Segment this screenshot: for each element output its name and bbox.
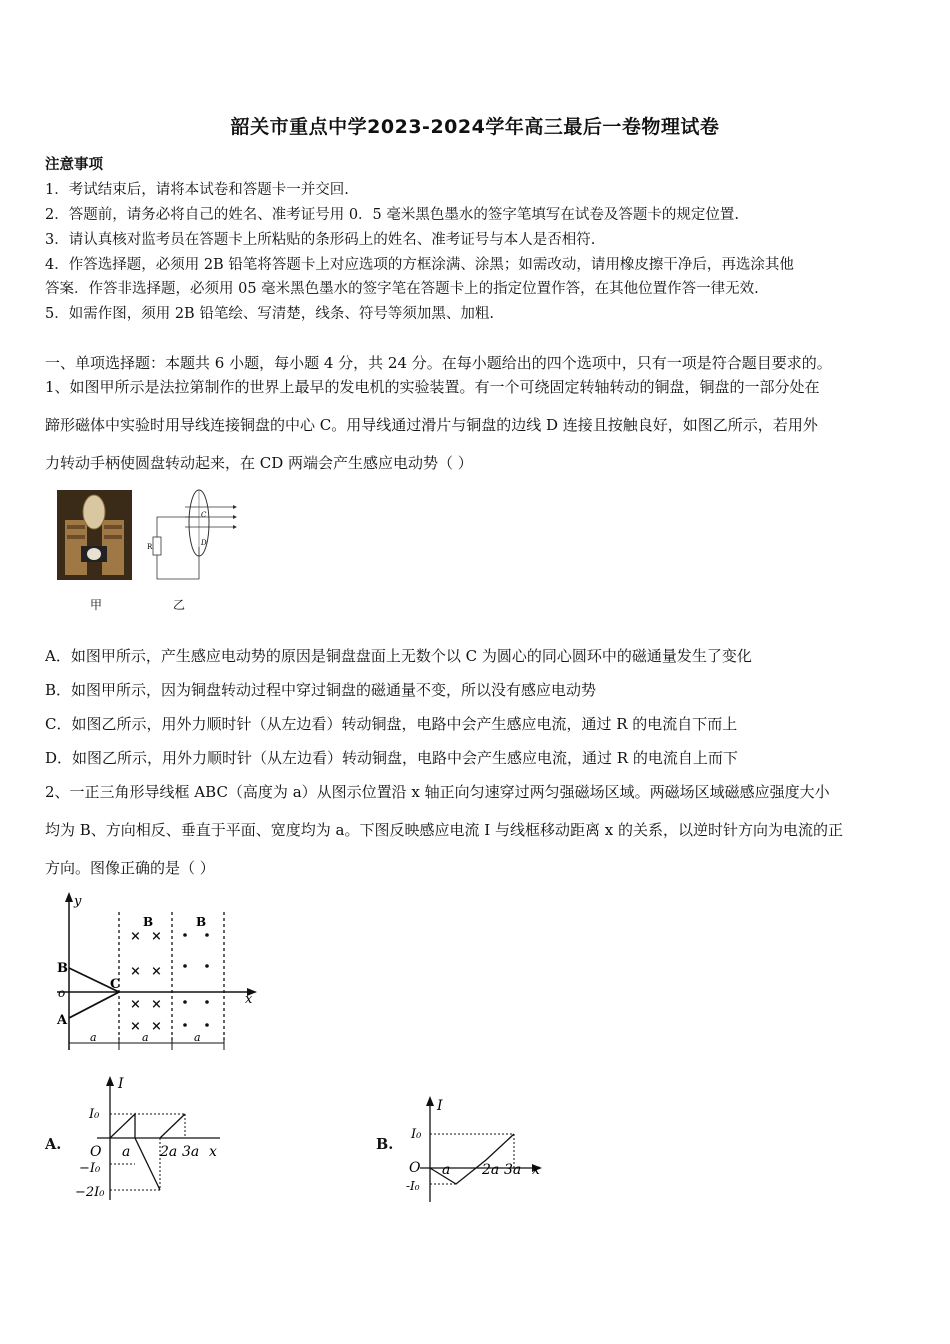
notice-item: 3．请认真核对监考员在答题卡上所粘贴的条形码上的姓名、准考证号与本人是否相符. xyxy=(45,232,596,248)
graph-a-tick-a: a xyxy=(122,1144,131,1160)
notice-heading: 注意事项 xyxy=(45,156,103,173)
option-b: B．如图甲所示，因为铜盘转动过程中穿过铜盘的磁通量不变，所以没有感应电动势 xyxy=(45,681,597,699)
graph-a-curve xyxy=(110,1114,160,1190)
point-b-label: B xyxy=(57,961,68,976)
svg-text:×: × xyxy=(151,1019,162,1034)
svg-text:×: × xyxy=(130,964,141,979)
graph-b-i0: I₀ xyxy=(411,1127,422,1142)
question-1-text: 蹄形磁体中实验时用导线连接铜盘的中心 C。用导线通过滑片与铜盘的边线 D 连接且按触良好，如图乙所示，若用外 xyxy=(45,416,818,434)
graph-option-a-letter: A. xyxy=(45,1136,62,1153)
point-d-label: D xyxy=(201,539,207,547)
figure-label-yi: 乙 xyxy=(173,598,186,612)
graph-a-tick-2a: 2a xyxy=(160,1144,178,1160)
svg-text:×: × xyxy=(151,964,162,979)
magnetic-field-diagram xyxy=(52,890,267,1060)
notice-item: 答案．作答非选择题，必须用 05 毫米黑色墨水的签字笔在答题卡上的指定位置作答，在其他位置作答一律无效. xyxy=(45,281,759,297)
y-axis-label: y xyxy=(74,894,82,909)
question-1-text: 1、如图甲所示是法拉第制作的世界上最早的发电机的实验装置。有一个可绕固定转轴转动的铜盘，铜盘的一部分处在 xyxy=(45,378,820,396)
question-2-text: 方向。图像正确的是（ ） xyxy=(45,859,215,877)
field-out-of-page xyxy=(183,933,209,1027)
x-axis-label: x xyxy=(245,992,253,1007)
point-c-label: C xyxy=(110,977,121,992)
graph-b-tick-x: x xyxy=(532,1162,540,1178)
question-2-text: 2、一正三角形导线框 ABC（高度为 a）从图示位置沿 x 轴正向匀速穿过两匀强磁场区域。两磁场区域磁感应强度大小 xyxy=(45,783,830,801)
graph-b-tick-3a: 3a xyxy=(504,1162,522,1178)
width-label-3: a xyxy=(194,1031,201,1044)
field-b-label-2: B xyxy=(196,915,207,929)
graph-b-neg-i0: -I₀ xyxy=(406,1179,420,1193)
graph-b-tick-a: a xyxy=(442,1162,451,1178)
graph-a-i-label: I xyxy=(118,1076,124,1092)
origin-label: o xyxy=(58,986,66,1000)
faraday-generator-photo xyxy=(57,490,132,580)
option-a: A．如图甲所示，产生感应电动势的原因是铜盘盘面上无数个以 C 为圆心的同心圆环中的磁通量发生了变化 xyxy=(45,647,752,665)
width-label-2: a xyxy=(142,1031,149,1044)
graph-b-curve xyxy=(430,1134,514,1184)
graph-a-origin: O xyxy=(90,1144,102,1160)
graph-option-b xyxy=(400,1092,550,1204)
field-b-label-1: B xyxy=(143,915,154,929)
svg-text:×: × xyxy=(151,929,162,944)
svg-text:×: × xyxy=(151,997,162,1012)
graph-option-b-letter: B. xyxy=(376,1136,394,1153)
option-c: C．如图乙所示，用外力顺时针（从左边看）转动铜盘，电路中会产生感应电流，通过 R 的电流自下而上 xyxy=(45,715,738,733)
width-label-1: a xyxy=(90,1031,97,1044)
notice-item: 5．如需作图，须用 2B 铅笔绘、写清楚，线条、符号等须加黑、加粗. xyxy=(45,306,494,322)
graph-a-i0: I₀ xyxy=(89,1107,100,1122)
svg-text:×: × xyxy=(130,929,141,944)
field-into-page xyxy=(130,929,162,1034)
svg-text:×: × xyxy=(130,1019,141,1034)
circuit-diagram xyxy=(145,487,240,582)
question-1-text: 力转动手柄使圆盘转动起来，在 CD 两端会产生感应电动势（ ） xyxy=(45,454,473,472)
point-c-label: C xyxy=(201,511,207,519)
svg-text:×: × xyxy=(130,997,141,1012)
notice-item: 1．考试结束后，请将本试卷和答题卡一并交回. xyxy=(45,182,349,198)
graph-a-tick-x: x xyxy=(209,1144,217,1160)
graph-b-origin: O xyxy=(409,1160,421,1176)
figure-label-jia: 甲 xyxy=(90,598,103,612)
notice-item: 4．作答选择题，必须用 2B 铅笔将答题卡上对应选项的方框涂满、涂黑；如需改动，请用橡皮擦干净后，再选涂其他 xyxy=(45,257,794,273)
notice-item: 2．答题前，请务必将自己的姓名、准考证号用 0．5 毫米黑色墨水的签字笔填写在试卷及答题卡的规定位置. xyxy=(45,207,739,223)
section-heading: 一、单项选择题：本题共 6 小题，每小题 4 分，共 24 分。在每小题给出的四个选项中，只有一项是符合题目要求的。 xyxy=(45,354,832,372)
graph-a-neg-2i0: −2I₀ xyxy=(75,1185,105,1200)
graph-a-tick-3a: 3a xyxy=(182,1144,200,1160)
resistor-label: R xyxy=(147,543,153,551)
question-2-text: 均为 B、方向相反、垂直于平面、宽度均为 a。下图反映感应电流 I 与线框移动距离 x 的关系，以逆时针方向为电流的正 xyxy=(45,821,843,839)
option-d: D．如图乙所示，用外力顺时针（从左边看）转动铜盘，电路中会产生感应电流，通过 R 的电流自上而下 xyxy=(45,749,738,767)
graph-a-neg-i0: −I₀ xyxy=(79,1161,101,1176)
graph-b-i-label: I xyxy=(437,1098,443,1114)
graph-b-tick-2a: 2a xyxy=(482,1162,500,1178)
page-title: 韶关市重点中学2023-2024学年高三最后一卷物理试卷 xyxy=(230,116,720,138)
point-a-label: A xyxy=(57,1013,68,1028)
graph-option-a xyxy=(75,1072,235,1204)
